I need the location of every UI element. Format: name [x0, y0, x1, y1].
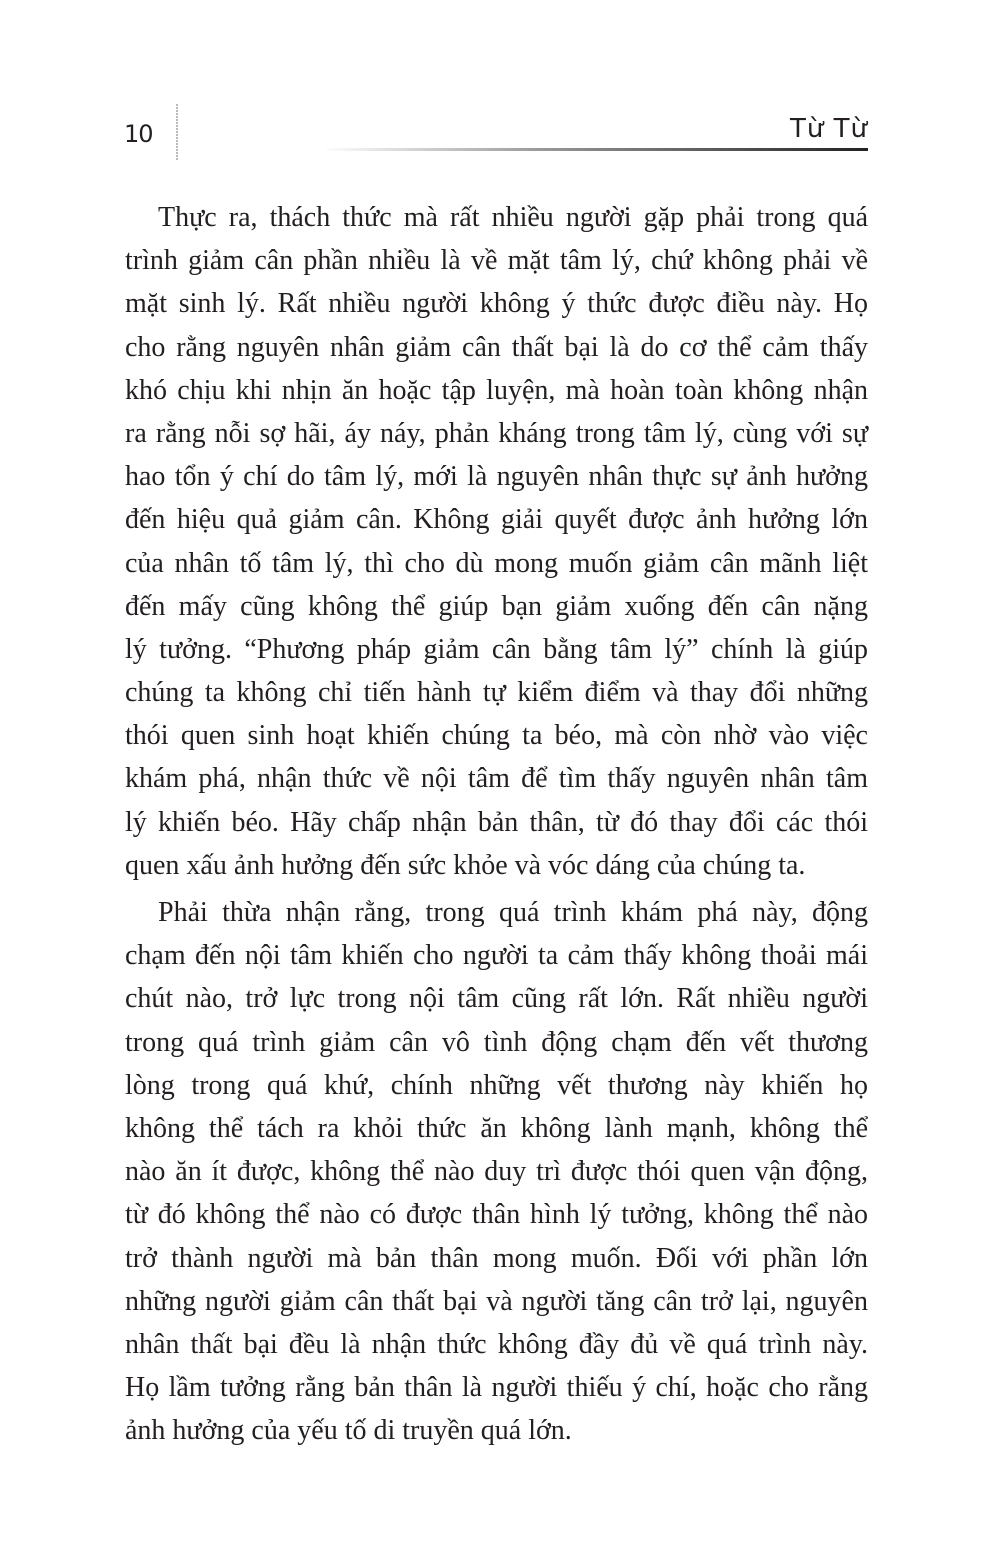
text-line: ra rằng nỗi sợ hãi, áy náy, phản kháng trong tâm lý, cùng với sự: [125, 417, 868, 449]
text-line: không thể tách ra khỏi thức ăn không lành mạnh, không thể: [125, 1112, 868, 1144]
text-line: từ đó không thể nào có được thân hình lý tưởng, không thể nào: [125, 1199, 868, 1231]
text-line: quen xấu ảnh hưởng đến sức khỏe và vóc dáng của chúng ta.: [125, 849, 806, 881]
text-line: Phải thừa nhận rằng, trong quá trình khám phá này, động: [158, 897, 868, 928]
header-vertical-divider: [176, 104, 178, 160]
text-line: thói quen sinh hoạt khiến chúng ta béo, mà còn nhờ vào việc: [125, 720, 868, 752]
text-line: cho rằng nguyên nhân giảm cân thất bại là do cơ thể cảm thấy: [125, 331, 868, 363]
header-rule: [322, 148, 868, 151]
text-line: của nhân tố tâm lý, thì cho dù mong muốn giảm cân mãnh liệt: [125, 547, 868, 579]
body-text: [125, 196, 868, 1456]
text-line: chúng ta không chỉ tiến hành tự kiểm điểm và thay đổi những: [125, 677, 868, 709]
text-line: trở thành người mà bản thân mong muốn. Đối với phần lớn: [125, 1242, 868, 1274]
text-line: Họ lầm tưởng rằng bản thân là người thiếu ý chí, hoặc cho rằng: [125, 1372, 868, 1404]
paragraph: [125, 196, 868, 887]
text-line: nhân thất bại đều là nhận thức không đầy đủ về quá trình này.: [125, 1328, 868, 1360]
text-line: Thực ra, thách thức mà rất nhiều người gặp phải trong quá: [158, 202, 868, 233]
text-line: lòng trong quá khứ, chính những vết thương này khiến họ: [125, 1069, 868, 1101]
text-line: hao tổn ý chí do tâm lý, mới là nguyên nhân thực sự ảnh hưởng: [125, 461, 868, 493]
text-line: khó chịu khi nhịn ăn hoặc tập luyện, mà hoàn toàn không nhận: [125, 374, 868, 406]
text-line: ảnh hưởng của yếu tố di truyền quá lớn.: [125, 1415, 572, 1447]
page-number: 10: [124, 120, 153, 148]
text-line: trong quá trình giảm cân vô tình động chạm đến vết thương: [125, 1026, 868, 1058]
text-line: chút nào, trở lực trong nội tâm cũng rất lớn. Rất nhiều người: [125, 983, 868, 1015]
text-line: nào ăn ít được, không thể nào duy trì được thói quen vận động,: [125, 1156, 868, 1188]
paragraph: [125, 891, 868, 1452]
running-title: Từ Từ: [790, 114, 868, 144]
text-line: lý khiến béo. Hãy chấp nhận bản thân, từ đó thay đổi các thói: [125, 806, 868, 838]
text-line: chạm đến nội tâm khiến cho người ta cảm thấy không thoải mái: [125, 940, 868, 972]
text-line: lý tưởng. “Phương pháp giảm cân bằng tâm lý” chính là giúp: [125, 633, 868, 665]
text-line: đến hiệu quả giảm cân. Không giải quyết được ảnh hưởng lớn: [125, 504, 868, 536]
text-line: khám phá, nhận thức về nội tâm để tìm thấy nguyên nhân tâm: [125, 763, 868, 795]
text-line: những người giảm cân thất bại và người tăng cân trở lại, nguyên: [125, 1285, 868, 1317]
text-line: đến mấy cũng không thể giúp bạn giảm xuống đến cân nặng: [125, 590, 868, 622]
text-line: mặt sinh lý. Rất nhiều người không ý thức được điều này. Họ: [125, 288, 868, 320]
text-line: trình giảm cân phần nhiều là về mặt tâm lý, chứ không phải về: [125, 245, 868, 277]
